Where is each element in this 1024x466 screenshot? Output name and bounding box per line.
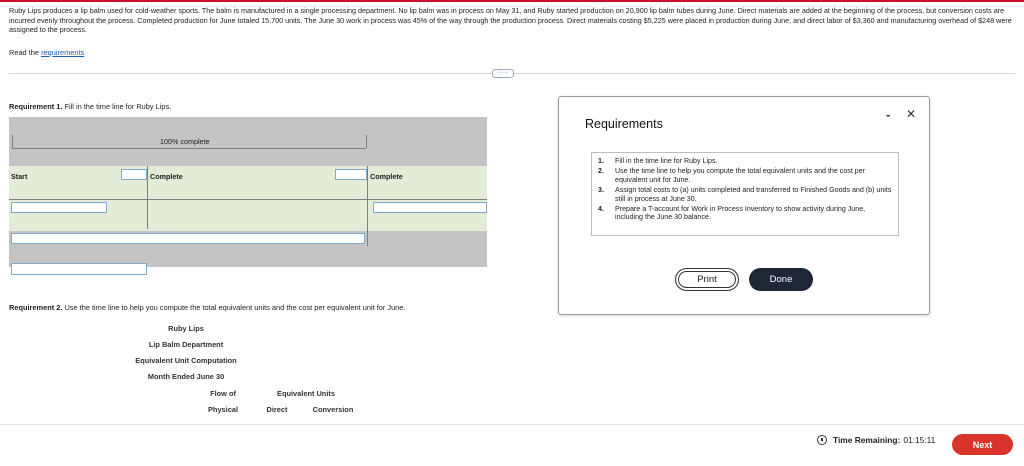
timeline	[9, 117, 487, 267]
timeline-divider-1	[147, 166, 148, 229]
done-button[interactable]: Done	[749, 268, 813, 291]
column-physical: Physical	[208, 405, 238, 414]
requirements-modal	[558, 96, 930, 315]
bracket-right-tick	[366, 135, 367, 148]
timeline-units-input-1[interactable]	[11, 202, 107, 213]
requirement-number: 2.	[598, 166, 604, 175]
requirement-1-text: Fill in the time line for Ruby Lips.	[62, 102, 172, 111]
column-direct: Direct	[266, 405, 288, 414]
print-button[interactable]: Print	[675, 268, 739, 291]
report-period: Month Ended June 30	[147, 372, 225, 381]
timeline-divider-2	[367, 166, 368, 246]
expand-ellipsis-button[interactable]: ·····	[492, 69, 514, 78]
timeline-complete-label-2: Complete	[370, 172, 403, 181]
report-title: Equivalent Unit Computation	[135, 356, 237, 365]
requirement-2-text: Use the time line to help you compute the total equivalent units and the cost per equivalent unit for June.	[62, 303, 406, 312]
bracket-horizontal-line	[12, 148, 366, 149]
timeline-units-input-2[interactable]	[373, 202, 487, 213]
column-conversion: Conversion	[312, 405, 354, 414]
requirement-number: 3.	[598, 185, 604, 194]
next-button[interactable]: Next	[952, 434, 1013, 455]
requirement-2-label: Requirement 2.	[9, 303, 63, 312]
requirement-text: Use the time line to help you compute the total equivalent units and the cost per equivalent unit for June.	[615, 166, 866, 184]
requirement-1-label: Requirement 1.	[9, 102, 63, 111]
requirement-item	[596, 157, 894, 166]
requirements-list	[591, 152, 899, 236]
requirement-item	[596, 186, 894, 204]
requirement-item	[596, 167, 894, 185]
requirement-number: 1.	[598, 157, 604, 165]
requirement-text: Prepare a T-account for Work in Process Inventory to show activity during June, including the June 30 balance.	[615, 204, 866, 222]
top-accent-bar	[0, 0, 1024, 2]
percent-complete-label: 100% complete	[160, 137, 210, 146]
requirement-text: Assign total costs to (a) units completed and transferred to Finished Goods and (b) units still in process at June 30.	[615, 185, 892, 203]
timeline-units-input-3[interactable]	[11, 233, 365, 244]
timeline-units-input-4[interactable]	[11, 263, 147, 275]
requirement-number: 4.	[598, 204, 604, 213]
requirement-2-heading	[9, 303, 405, 312]
timeline-start-label: Start	[11, 172, 28, 181]
column-flow-of: Flow of	[210, 389, 236, 398]
bracket-left-tick	[12, 135, 13, 148]
timer-value: 01:15:11	[903, 435, 936, 445]
requirement-1-heading	[9, 102, 171, 111]
timeline-header-band	[9, 117, 487, 166]
report-company: Ruby Lips	[168, 324, 204, 333]
timeline-complete-label-1: Complete	[150, 172, 183, 181]
read-requirements-prefix: Read the	[9, 48, 42, 57]
problem-statement: Ruby Lips produces a lip balm used for cold-weather sports. The balm is manufactured in a single processing department. No lip balm was in process on May 31, and Ruby started production on 20,900 lip balm tubes during June. Direct materials are added at the beginning of the process, but conversion costs are incurred evenly throughout the process. Completed production for June totaled 15,700 units. The June 30 work in process was 45% of the way through the production process. Direct materials costing $5,225 were placed in production during June, and direct labor of $3,360 and manufacturing overhead of $248 were assigned to the process.	[9, 6, 1012, 35]
minimize-icon[interactable]: -	[886, 107, 891, 122]
timeline-axis-line	[9, 199, 487, 200]
requirements-link[interactable]: requirements	[41, 48, 85, 57]
time-remaining	[817, 435, 935, 445]
report-department: Lip Balm Department	[148, 340, 224, 349]
footer-divider	[0, 424, 1024, 425]
timer-label: Time Remaining:	[833, 435, 901, 445]
timeline-start-units-input[interactable]	[121, 169, 147, 180]
modal-title: Requirements	[585, 117, 663, 131]
clock-icon	[817, 435, 827, 445]
requirement-text: Fill in the time line for Ruby Lips.	[615, 157, 718, 165]
close-icon[interactable]: ✕	[906, 107, 917, 121]
read-requirements	[9, 48, 84, 57]
requirement-item	[596, 205, 894, 223]
column-equivalent-units: Equivalent Units	[277, 389, 335, 398]
timeline-complete-units-input[interactable]	[335, 169, 367, 180]
